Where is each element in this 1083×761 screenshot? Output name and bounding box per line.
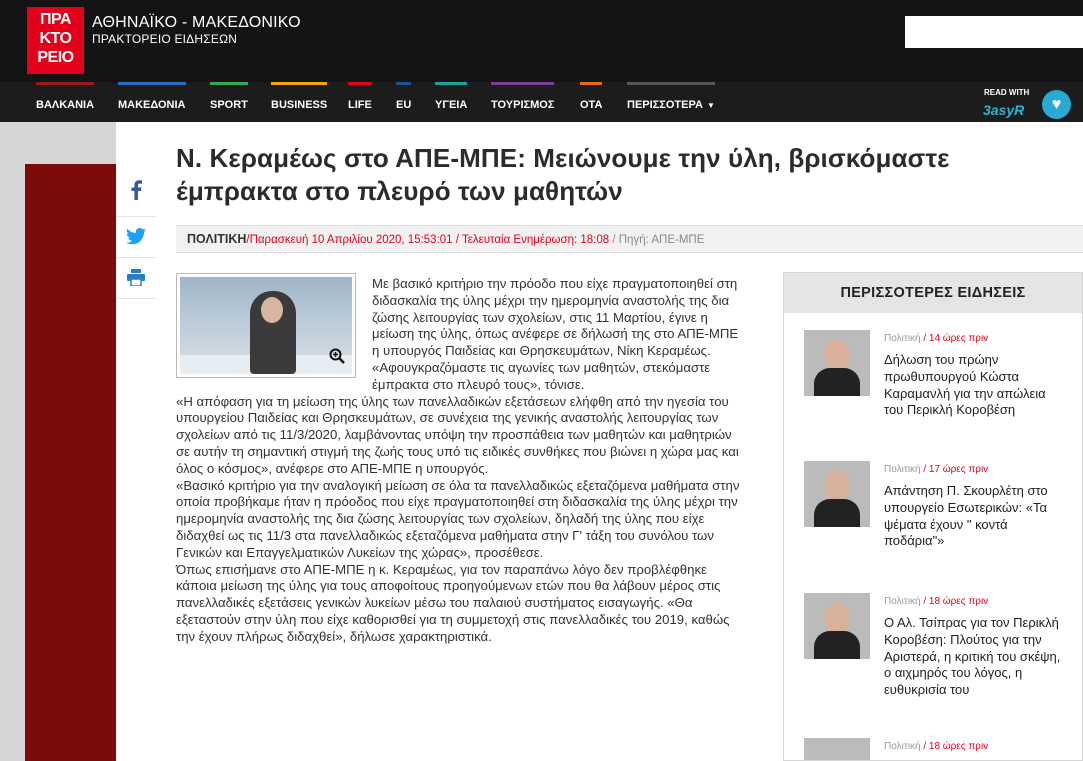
logo-line-3: ΡΕΙΟ [37, 49, 74, 66]
news-time: / 18 ώρες πριν [920, 596, 989, 607]
article-paragraph: «Βασικό κριτήριο για την αναλογική μείωση σε όλα τα πανελλαδικώς εξεταζόμενα μαθήματα στην οποία προβήκαμε ήταν η πρόοδος που είχε πραγματοποιηθεί στη διδασκαλία της ύλης μέχρι την ημερομηνία αναστολής της δια ζώσης λειτουργίας των σχολείων, δηλαδή της ύλης που είχε διδαχθεί ως τις 11/3 στα πανελλαδικώς εξεταζόμενα μαθήματα στην Γ' τάξη του συνόλου των Γενικών και Επαγγελματικών Λυκείων της χώρας», προσέθεσε. [176, 477, 740, 560]
easyr-heart-icon[interactable]: ♥ [1042, 90, 1071, 119]
top-header [0, 0, 1083, 82]
news-category[interactable]: Πολιτική [884, 741, 921, 752]
photo-face [261, 297, 283, 323]
article-published-date: /Παρασκευή 10 Απριλίου 2020, 15:53:01 [246, 234, 453, 246]
logo-line-2: ΚΤΟ [39, 30, 72, 47]
news-meta [884, 741, 988, 752]
nav-item-eu[interactable]: EU [396, 82, 411, 122]
print-icon [127, 269, 145, 286]
twitter-share-button[interactable] [116, 217, 156, 258]
nav-item-life[interactable]: LIFE [348, 82, 372, 122]
side-advertisement[interactable] [25, 164, 116, 761]
nav-item-tourismos[interactable]: ΤΟΥΡΙΣΜΟΣ [491, 82, 554, 122]
news-thumbnail[interactable] [804, 330, 870, 396]
news-time: / 18 ώρες πριν [920, 741, 989, 752]
read-with-label: READ WITH [984, 88, 1030, 97]
news-category[interactable]: Πολιτική [884, 596, 921, 607]
news-category[interactable]: Πολιτική [884, 464, 921, 475]
news-headline[interactable]: Δήλωση του πρώην πρωθυπουργού Κώστα Καραμανλή για την απώλεια του Περικλή Κοροβέση [884, 352, 1046, 418]
print-button[interactable] [116, 258, 156, 299]
news-headline[interactable]: Απάντηση Π. Σκουρλέτη στο υπουργείο Εσωτερικών: «Τα ψέματα έχουν " κοντά ποδάρια"» [884, 483, 1048, 549]
facebook-icon [130, 180, 142, 200]
twitter-icon [126, 228, 146, 245]
nav-item-sport[interactable]: SPORT [210, 82, 248, 122]
caret-down-icon: ▼ [706, 101, 715, 110]
article-meta-bar [176, 225, 1083, 253]
zoom-icon[interactable] [329, 348, 345, 364]
site-name[interactable]: ΑΘΗΝΑΪΚΟ - ΜΑΚΕΔΟΝΙΚΟ [92, 14, 301, 31]
article-photo-image [180, 277, 352, 374]
logo-line-1: ΠΡΑ [39, 11, 72, 28]
news-meta [884, 596, 988, 607]
news-time: / 14 ώρες πριν [920, 333, 989, 344]
news-meta [884, 333, 988, 344]
article-paragraph: «Η απόφαση για τη μείωση της ύλης των πανελλαδικών εξετάσεων ελήφθη από την ηγεσία του υπουργείου Παιδείας και Θρησκευμάτων, σε συνέχεια της γενικής αναστολής λειτουργίας των σχολείων από τις 11/3/2020, λαμβάνοντας υπόψη την προσπάθεια των μαθητών και μαθητριών σε αυτήν τη σημαντική στιγμή της ζωής τους υπό τις ειδικές συνθήκες που βιώνει η χώρα μας και όλος ο κόσμος», ανέφερε στο ΑΠΕ-ΜΠΕ η υπουργός. [176, 393, 739, 476]
news-item[interactable] [804, 738, 1074, 760]
site-subtitle: ΠΡΑΚΤΟΡΕΙΟ ΕΙΔΗΣΕΩΝ [92, 32, 238, 46]
article-photo[interactable] [176, 273, 356, 378]
nav-item-makedonia[interactable]: ΜΑΚΕΔΟΝΙΑ [118, 82, 186, 122]
social-share-bar [116, 176, 156, 299]
news-thumbnail[interactable] [804, 593, 870, 659]
article-updated-time: / Τελευταία Ενημέρωση: 18:08 [452, 234, 610, 246]
article-paragraph: Όπως επισήμανε στο ΑΠΕ-ΜΠΕ η κ. Κεραμέως, για τον παραπάνω λόγο δεν προβλέφθηκε κάποια μείωση της ύλης για τους αποφοίτους προηγούμενων ετών που θα λάβουν μέρος στις πανελλαδικές εξετάσεις γενικών λυκείων μέσω του παλαιού συστήματος εισαγωγής. «Θα εξεταστούν στην ύλη που είχε καθορισθεί για τη συμμετοχή στις πανελλαδικές του 2019, καθώς την έχουν πλήρως διδαχθεί», δήλωσε χαρακτηριστικά. [176, 561, 730, 644]
search-input[interactable] [905, 16, 1083, 48]
nav-item-ota[interactable]: ΟΤΑ [580, 82, 602, 122]
news-headline[interactable]: Ο Αλ. Τσίπρας για τον Περικλή Κοροβέση: Πλούτος για την Αριστερά, η κριτική του σκέψη, ο αιχμηρός του λόγος, η ευθυκρισία του [884, 615, 1061, 698]
more-news-title: ΠΕΡΙΣΣΟΤΕΡΕΣ ΕΙΔΗΣΕΙΣ [784, 273, 1082, 313]
news-meta [884, 464, 988, 475]
news-time: / 17 ώρες πριν [920, 464, 989, 475]
article-source: / Πηγή: ΑΠΕ-ΜΠΕ [609, 234, 705, 246]
nav-item-business[interactable]: BUSINESS [271, 82, 327, 122]
news-thumbnail[interactable] [804, 461, 870, 527]
nav-more-label: ΠΕΡΙΣΣΟΤΕΡΑ [627, 99, 703, 111]
facebook-share-button[interactable] [116, 176, 156, 217]
article-title: Ν. Κεραμέως στο ΑΠΕ-ΜΠΕ: Μειώνουμε την ύλη, βρισκόμαστε έμπρακτα στο πλευρό των μαθητών [176, 143, 950, 206]
main-nav [0, 82, 1083, 122]
nav-item-more[interactable] [627, 82, 715, 122]
easyr-logo[interactable]: 3asyR [983, 102, 1025, 118]
article-category-link[interactable]: ΠΟΛΙΤΙΚΗ [187, 232, 247, 246]
site-logo[interactable] [27, 7, 84, 74]
news-thumbnail[interactable] [804, 738, 870, 760]
article-paragraph: Με βασικό κριτήριο την πρόοδο που είχε πραγματοποιηθεί στη διδασκαλία της ύλης μέχρι την ημερομηνία αναστολής της δια ζώσης λειτουργίας των σχολείων, στις 11 Μαρτίου, έγινε η μείωση της ύλης, όπως ανέφερε σε δήλωσή της στο ΑΠΕ-ΜΠΕ η υπουργός Παιδείας και Θρησκευμάτων, Νίκη Κεραμέως. «Αφουγκραζόμαστε τις αγωνίες των μαθητών, στεκόμαστε έμπρακτα στο πλευρό τους», τόνισε. [372, 276, 739, 392]
nav-item-balkania[interactable]: ΒΑΛΚΑΝΙΑ [36, 82, 94, 122]
nav-item-ygeia[interactable]: ΥΓΕΙΑ [435, 82, 467, 122]
news-category[interactable]: Πολιτική [884, 333, 921, 344]
more-news-panel [783, 272, 1083, 761]
